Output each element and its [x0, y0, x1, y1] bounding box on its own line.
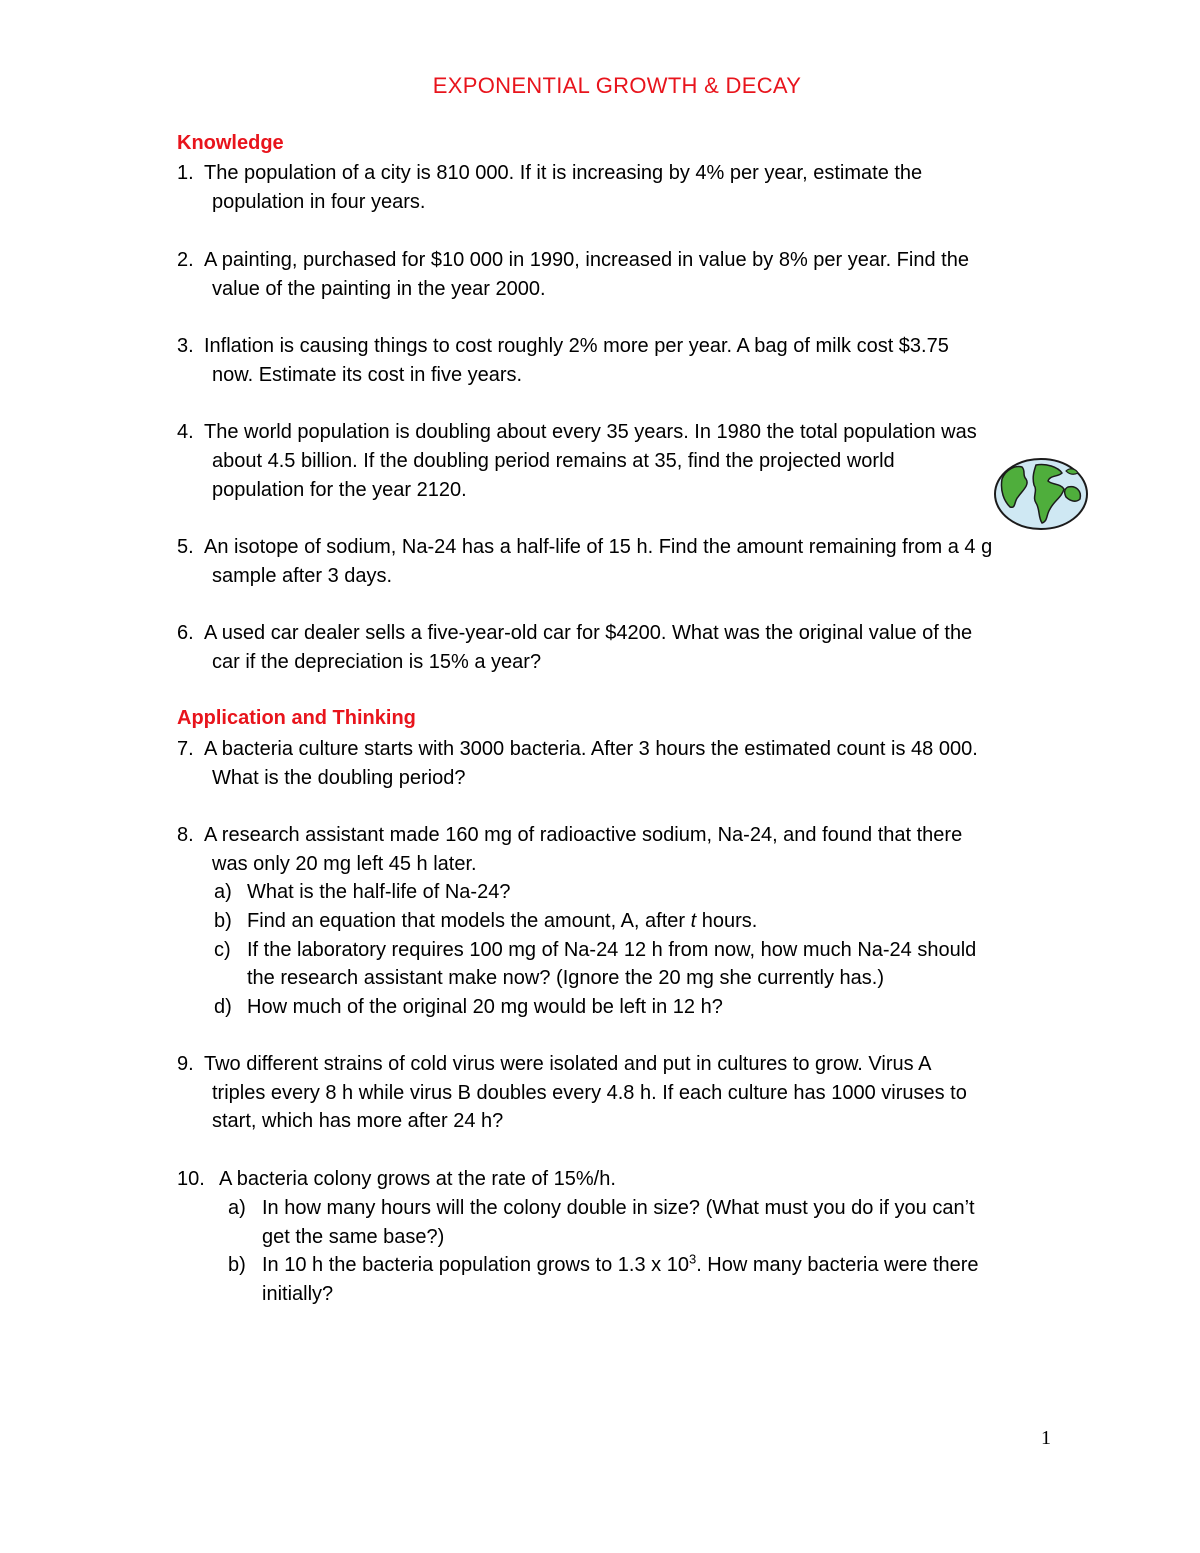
question-text: The population of a city is 810 000. If it is increasing by 4% per year, estimate the	[204, 162, 923, 184]
question-number: 3.	[177, 335, 194, 357]
subpart-text-post: hours.	[696, 910, 758, 932]
question-number: 1.	[177, 162, 194, 184]
question-number: 5.	[177, 536, 194, 558]
question-text: A bacteria colony grows at the rate of 15%/h.	[219, 1168, 616, 1190]
question-text: A painting, purchased for $10 000 in 1990, increased in value by 8% per year. Find the	[204, 249, 969, 271]
question-text: start, which has more after 24 h?	[212, 1110, 504, 1132]
variable-t: t	[690, 910, 697, 932]
section-heading-knowledge: Knowledge	[177, 132, 284, 154]
subpart-text-pre: Find an equation that models the amount, A, after	[247, 910, 691, 932]
subpart-label: c)	[214, 939, 231, 961]
page-number: 1	[1041, 1427, 1051, 1449]
question-text: The world population is doubling about every 35 years. In 1980 the total population was	[204, 421, 977, 443]
question-number: 9.	[177, 1053, 194, 1075]
question-text: A research assistant made 160 mg of radioactive sodium, Na-24, and found that there	[204, 824, 963, 846]
subpart-label: b)	[214, 910, 232, 932]
subpart-text: How much of the original 20 mg would be left in 12 h?	[247, 996, 723, 1018]
question-text: was only 20 mg left 45 h later.	[212, 853, 477, 875]
subpart-text: initially?	[262, 1283, 334, 1305]
subpart-text	[247, 910, 757, 933]
exponent: 3	[688, 1251, 697, 1267]
question-number: 4.	[177, 421, 194, 443]
question-number: 8.	[177, 824, 194, 846]
subpart-text-post: . How many bacteria were there	[696, 1254, 979, 1276]
question-number: 6.	[177, 622, 194, 644]
question-text: sample after 3 days.	[212, 565, 393, 587]
section-heading-application: Application and Thinking	[177, 707, 416, 729]
question-text: value of the painting in the year 2000.	[212, 278, 546, 300]
page-title: EXPONENTIAL GROWTH & DECAY	[432, 73, 802, 98]
subpart-text: If the laboratory requires 100 mg of Na-24 12 h from now, how much Na-24 should	[247, 939, 977, 961]
question-text: Two different strains of cold virus were isolated and put in cultures to grow. Virus A	[204, 1053, 932, 1075]
question-text: What is the doubling period?	[212, 767, 466, 789]
question-number: 2.	[177, 249, 194, 271]
question-text: population in four years.	[212, 191, 426, 213]
globe-icon	[992, 457, 1094, 531]
question-text: population for the year 2120.	[212, 479, 467, 501]
subpart-text: What is the half-life of Na-24?	[247, 881, 511, 903]
subpart-label: d)	[214, 996, 232, 1018]
subpart-text	[262, 1251, 979, 1277]
question-text: A bacteria culture starts with 3000 bacteria. After 3 hours the estimated count is 48 000.	[204, 738, 978, 760]
question-text: now. Estimate its cost in five years.	[212, 364, 523, 386]
subpart-text: In how many hours will the colony double in size? (What must you do if you can’t	[262, 1197, 975, 1219]
question-text: triples every 8 h while virus B doubles every 4.8 h. If each culture has 1000 viruses to	[212, 1082, 967, 1104]
subpart-text: the research assistant make now? (Ignore the 20 mg she currently has.)	[247, 967, 884, 989]
question-text: Inflation is causing things to cost roughly 2% more per year. A bag of milk cost $3.75	[204, 335, 949, 357]
subpart-text: get the same base?)	[262, 1226, 445, 1248]
question-text: car if the depreciation is 15% a year?	[212, 651, 542, 673]
subpart-label: b)	[228, 1254, 246, 1276]
question-number: 10.	[177, 1168, 205, 1190]
subpart-label: a)	[214, 881, 232, 903]
question-text: An isotope of sodium, Na-24 has a half-life of 15 h. Find the amount remaining from a 4 g	[204, 536, 993, 558]
question-text: A used car dealer sells a five-year-old car for $4200. What was the original value of the	[204, 622, 973, 644]
question-text: about 4.5 billion. If the doubling period remains at 35, find the projected world	[212, 450, 895, 472]
subpart-label: a)	[228, 1197, 246, 1219]
subpart-text-pre: In 10 h the bacteria population grows to 1.3 x 10	[262, 1254, 689, 1276]
question-number: 7.	[177, 738, 194, 760]
